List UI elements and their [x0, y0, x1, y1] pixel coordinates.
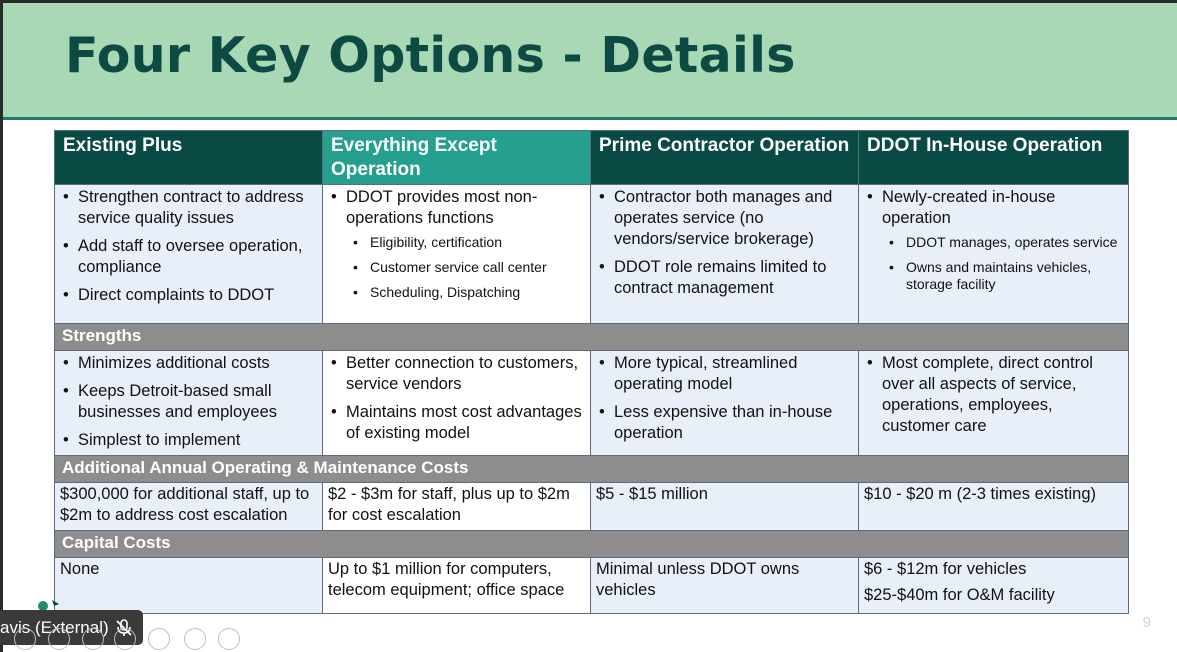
subtitles-icon[interactable] — [184, 628, 206, 650]
list-item — [328, 187, 585, 301]
capital-costs-row — [55, 558, 1129, 614]
capital-cost-cell-2: Up to $1 million for computers, telecom equipment; office space — [323, 558, 591, 614]
zoom-icon[interactable] — [148, 628, 170, 650]
list-item: • Simplest to implement — [60, 430, 317, 451]
list-item: • Direct complaints to DDOT — [60, 285, 317, 306]
list-item: • DDOT role remains limited to contract management — [596, 257, 853, 299]
strengths-cell-3 — [591, 351, 859, 456]
pen-icon[interactable] — [82, 628, 104, 650]
description-cell-2 — [323, 185, 591, 324]
capital-cost-line: $6 - $12m for vehicles — [864, 560, 1027, 578]
operating-costs-row — [55, 483, 1129, 531]
operating-cost-cell-3: $5 - $15 million — [591, 483, 859, 531]
slides-grid-icon[interactable] — [114, 628, 136, 650]
column-header-ddot-in-house: DDOT In-House Operation — [859, 131, 1129, 185]
list-item: • Less expensive than in-house operation — [596, 402, 853, 444]
list-item: • Add staff to oversee operation, compliance — [60, 236, 317, 278]
column-header-prime-contractor: Prime Contractor Operation — [591, 131, 859, 185]
list-item: • Better connection to customers, service vendors — [328, 353, 585, 395]
section-label-strengths: Strengths — [55, 324, 1129, 351]
sub-list-item: • Eligibility, certification — [346, 234, 585, 251]
list-item: • Keeps Detroit-based small businesses and employees — [60, 381, 317, 423]
operating-cost-cell-2: $2 - $3m for staff, plus up to $2m for cost escalation — [323, 483, 591, 531]
operating-cost-cell-4: $10 - $20 m (2-3 times existing) — [859, 483, 1129, 531]
header-row — [55, 131, 1129, 185]
strengths-cell-4 — [859, 351, 1129, 456]
sub-list-item: • Owns and maintains vehicles, storage facility — [882, 259, 1123, 293]
slide-title: Four Key Options - Details — [65, 27, 796, 84]
presenter-name: avis (External) — [0, 618, 109, 637]
capital-cost-cell-3: Minimal unless DDOT owns vehicles — [591, 558, 859, 614]
list-item: • Minimizes additional costs — [60, 353, 317, 374]
description-cell-4 — [859, 185, 1129, 324]
list-item-text: DDOT provides most non-operations functions — [346, 188, 538, 227]
capital-cost-cell-4 — [859, 558, 1129, 614]
sub-list-item: • Scheduling, Dispatching — [346, 284, 585, 301]
section-label-operating-costs: Additional Annual Operating & Maintenance Costs — [55, 456, 1129, 483]
strengths-row — [55, 351, 1129, 456]
capital-cost-cell-1: None — [55, 558, 323, 614]
more-options-icon[interactable] — [218, 628, 240, 650]
strengths-section-row — [55, 324, 1129, 351]
capital-costs-section-row — [55, 531, 1129, 558]
list-item-text: Newly-created in-house operation — [882, 188, 1056, 227]
section-label-capital-costs: Capital Costs — [55, 531, 1129, 558]
list-item — [864, 187, 1123, 293]
options-table — [54, 130, 1129, 614]
operating-cost-cell-1: $300,000 for additional staff, up to $2m to address cost escalation — [55, 483, 323, 531]
page-number: 9 — [1142, 614, 1151, 631]
title-band — [3, 3, 1177, 120]
column-header-existing-plus: Existing Plus — [55, 131, 323, 185]
list-item: • Contractor both manages and operates service (no vendors/service brokerage) — [596, 187, 853, 250]
presentation-slide — [3, 3, 1177, 652]
list-item: • Maintains most cost advantages of existing model — [328, 402, 585, 444]
description-cell-1 — [55, 185, 323, 324]
description-row — [55, 185, 1129, 324]
operating-costs-section-row — [55, 456, 1129, 483]
description-cell-3 — [591, 185, 859, 324]
capital-cost-line: $25-$40m for O&M facility — [864, 586, 1055, 604]
sub-list-item: • Customer service call center — [346, 259, 585, 276]
strengths-cell-2 — [323, 351, 591, 456]
list-item: • Strengthen contract to address service quality issues — [60, 187, 317, 229]
pointer-icon[interactable] — [48, 628, 70, 650]
column-header-everything-except-operation: Everything Except Operation — [323, 131, 591, 185]
list-item: • More typical, streamlined operating model — [596, 353, 853, 395]
prev-slide-icon[interactable] — [14, 628, 36, 650]
strengths-cell-1 — [55, 351, 323, 456]
sub-list-item: • DDOT manages, operates service — [882, 234, 1123, 251]
list-item: • Most complete, direct control over all aspects of service, operations, employees, customer care — [864, 353, 1123, 437]
